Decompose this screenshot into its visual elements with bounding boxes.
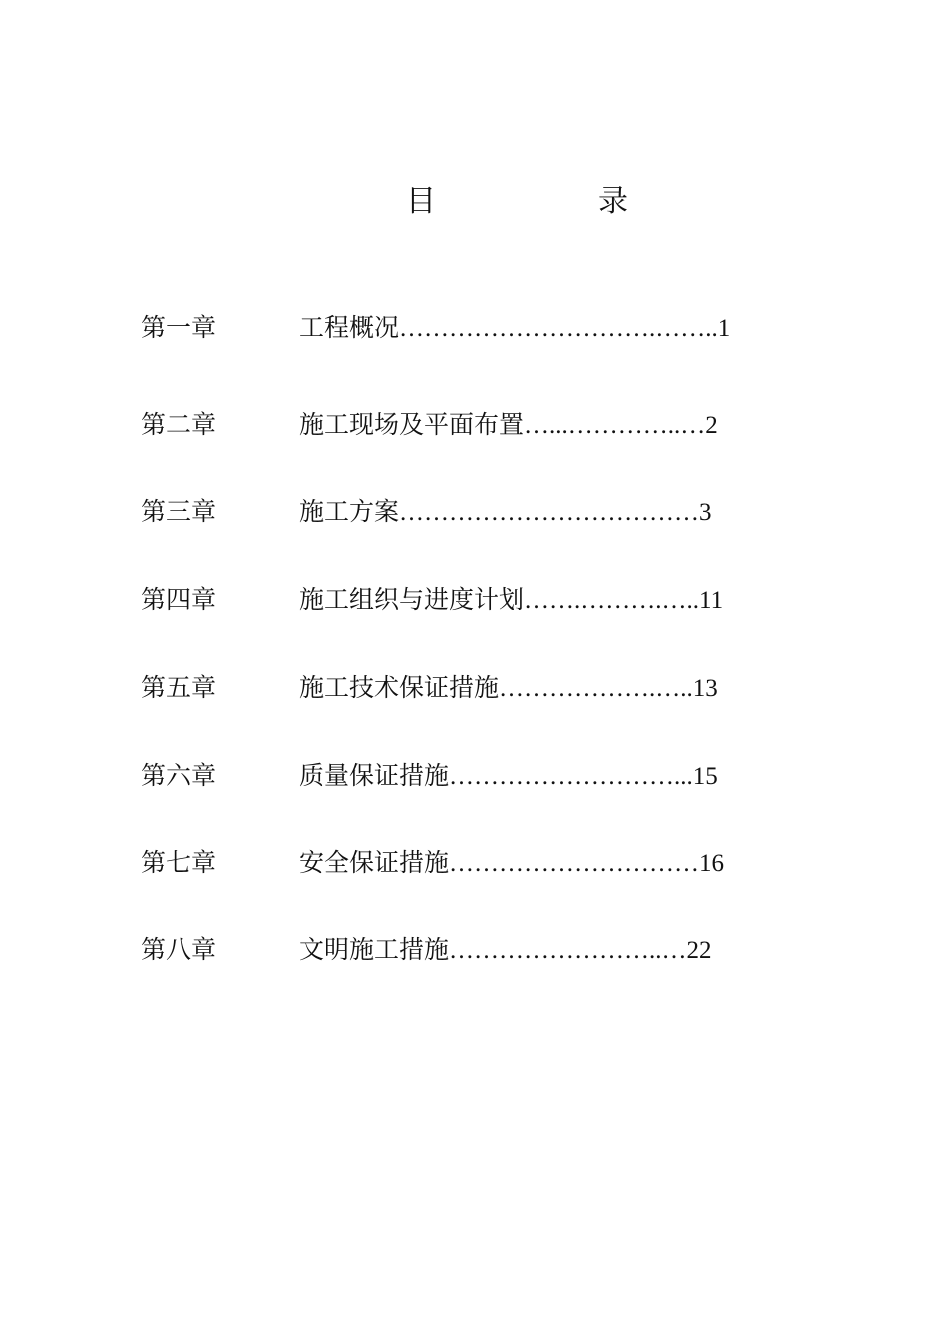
toc-chapter-title: 施工现场及平面布置 xyxy=(299,410,525,439)
toc-page-number: 15 xyxy=(692,763,718,790)
toc-dot-leader: ………………………... xyxy=(449,763,693,790)
toc-entry-2[interactable] xyxy=(0,405,950,445)
toc-chapter-title: 施工技术保证措施 xyxy=(299,673,500,702)
toc-chapter-number: 第四章 xyxy=(141,585,217,614)
toc-page-number: 13 xyxy=(692,675,718,702)
toc-chapter-number: 第七章 xyxy=(141,848,217,877)
toc-entry-8[interactable] xyxy=(0,930,950,970)
toc-entry-4[interactable] xyxy=(0,580,950,620)
toc-chapter-number: 第八章 xyxy=(141,935,217,964)
toc-chapter-number: 第五章 xyxy=(141,673,217,702)
toc-entry-6[interactable] xyxy=(0,756,950,796)
toc-entry-text xyxy=(299,668,718,709)
toc-entry-text xyxy=(299,580,723,621)
toc-entry-7[interactable] xyxy=(0,843,950,883)
toc-chapter-number: 第六章 xyxy=(141,761,217,790)
toc-chapter-title: 质量保证措施 xyxy=(299,761,450,790)
toc-page-number: 2 xyxy=(705,412,718,439)
toc-dot-leader: ………………………… xyxy=(449,850,700,877)
toc-dot-leader: …...…………..… xyxy=(524,412,706,439)
toc-entry-text xyxy=(299,843,724,884)
toc-entry-5[interactable] xyxy=(0,668,950,708)
toc-entry-1[interactable] xyxy=(0,308,950,348)
toc-chapter-title: 文明施工措施 xyxy=(299,935,450,964)
toc-chapter-title: 施工组织与进度计划 xyxy=(299,585,525,614)
toc-entry-text xyxy=(299,492,712,533)
toc-dot-leader: ……………….….. xyxy=(499,675,693,702)
toc-page-number: 16 xyxy=(699,850,725,877)
toc-chapter-title: 施工方案 xyxy=(299,497,400,526)
toc-dot-leader: …….……….….. xyxy=(524,587,700,614)
toc-page-number: 3 xyxy=(699,499,712,526)
title-char-mu: 目 xyxy=(406,184,436,219)
toc-entry-text xyxy=(299,308,730,349)
toc-dot-leader: ………………………….…….. xyxy=(399,315,718,342)
toc-chapter-number: 第二章 xyxy=(141,410,217,439)
page-title xyxy=(0,180,950,224)
toc-chapter-title: 工程概况 xyxy=(299,313,400,342)
toc-chapter-number: 第一章 xyxy=(141,313,217,342)
toc-entry-text xyxy=(299,930,712,971)
toc-entry-text xyxy=(299,756,718,797)
toc-entry-3[interactable] xyxy=(0,492,950,532)
title-char-lu: 录 xyxy=(598,184,628,219)
toc-dot-leader: ……………………..… xyxy=(449,937,687,964)
toc-chapter-title: 安全保证措施 xyxy=(299,848,450,877)
toc-dot-leader: ……………………………… xyxy=(399,499,700,526)
toc-page-number: 22 xyxy=(686,937,712,964)
toc-entry-text xyxy=(299,405,718,446)
toc-page-number: 11 xyxy=(699,587,724,614)
toc-page-number: 1 xyxy=(717,315,731,342)
toc-chapter-number: 第三章 xyxy=(141,497,217,526)
